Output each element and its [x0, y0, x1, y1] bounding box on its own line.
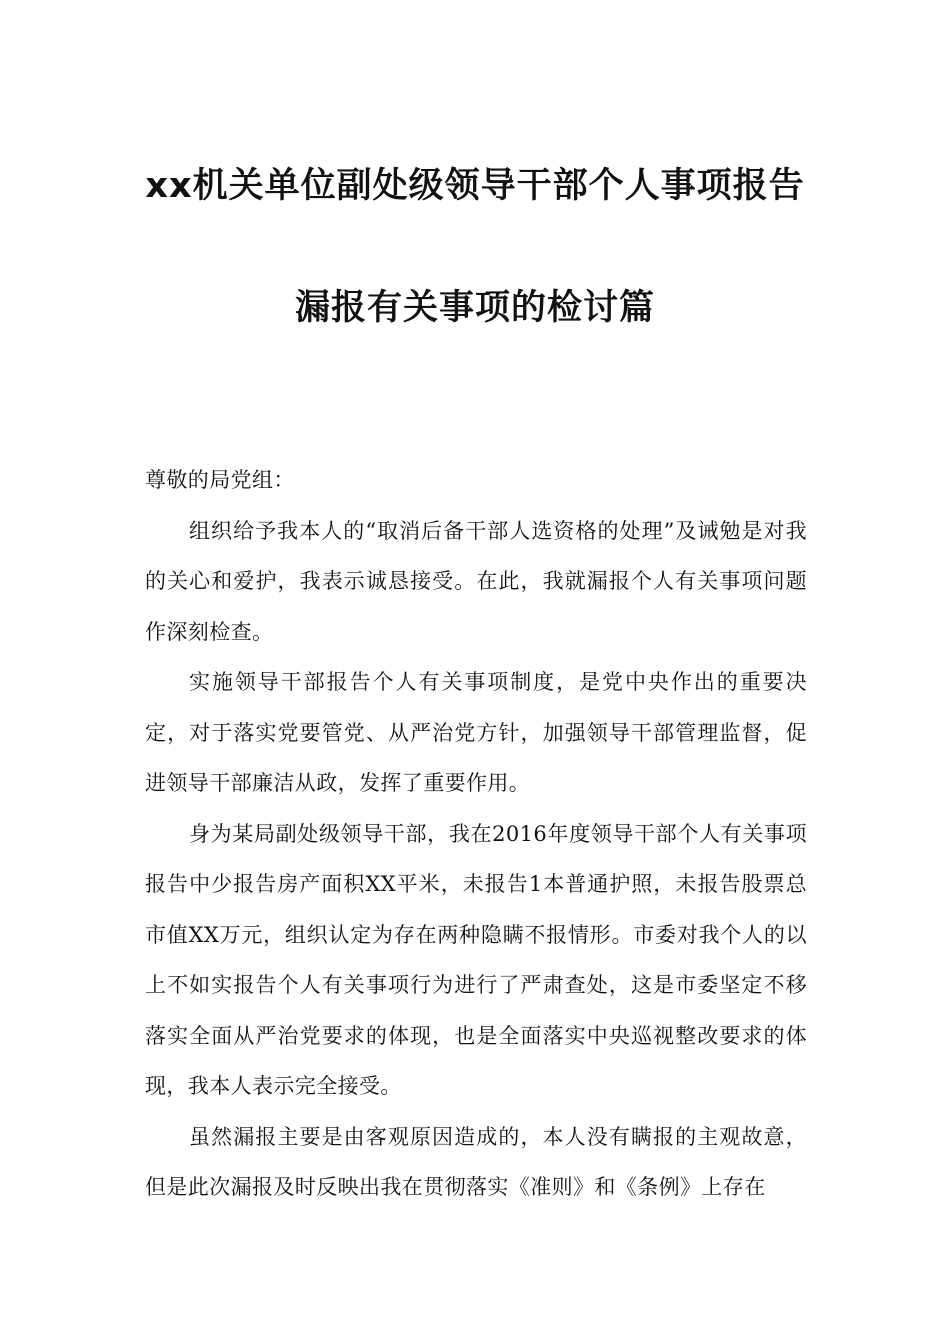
document-title-line-1: xx机关单位副处级领导干部个人事项报告	[145, 166, 805, 206]
paragraph-4: 虽然漏报主要是由客观原因造成的，本人没有瞒报的主观故意，但是此次漏报及时反映出我在贯彻落实《准则》和《条例》上存在	[145, 1124, 807, 1199]
document-body	[145, 455, 807, 1213]
salutation: 尊敬的局党组：	[145, 468, 295, 492]
paragraph-2: 实施领导干部报告个人有关事项制度，是党中央作出的重要决定，对于落实党要管党、从严治党方针，加强领导干部管理监督，促进领导干部廉洁从政，发挥了重要作用。	[145, 670, 807, 795]
paragraph-3: 身为某局副处级领导干部，我在2016年度领导干部个人有关事项报告中少报告房产面积XX平米，未报告1本普通护照，未报告股票总市值XX万元，组织认定为存在两种隐瞒不报情形。市委对我个人的以上不如实报告个人有关事项行为进行了严肃查处，这是市委坚定不移落实全面从严治党要求的体现，也是全面落实中央巡视整改要求的体现，我本人表示完全接受。	[145, 821, 807, 1098]
paragraph-1: 组织给予我本人的“取消后备干部人选资格的处理”及诫勉是对我的关心和爱护，我表示诚恳接受。在此，我就漏报个人有关事项问题作深刻检查。	[145, 518, 807, 644]
document-title-line-2: 漏报有关事项的检讨篇	[294, 288, 655, 328]
